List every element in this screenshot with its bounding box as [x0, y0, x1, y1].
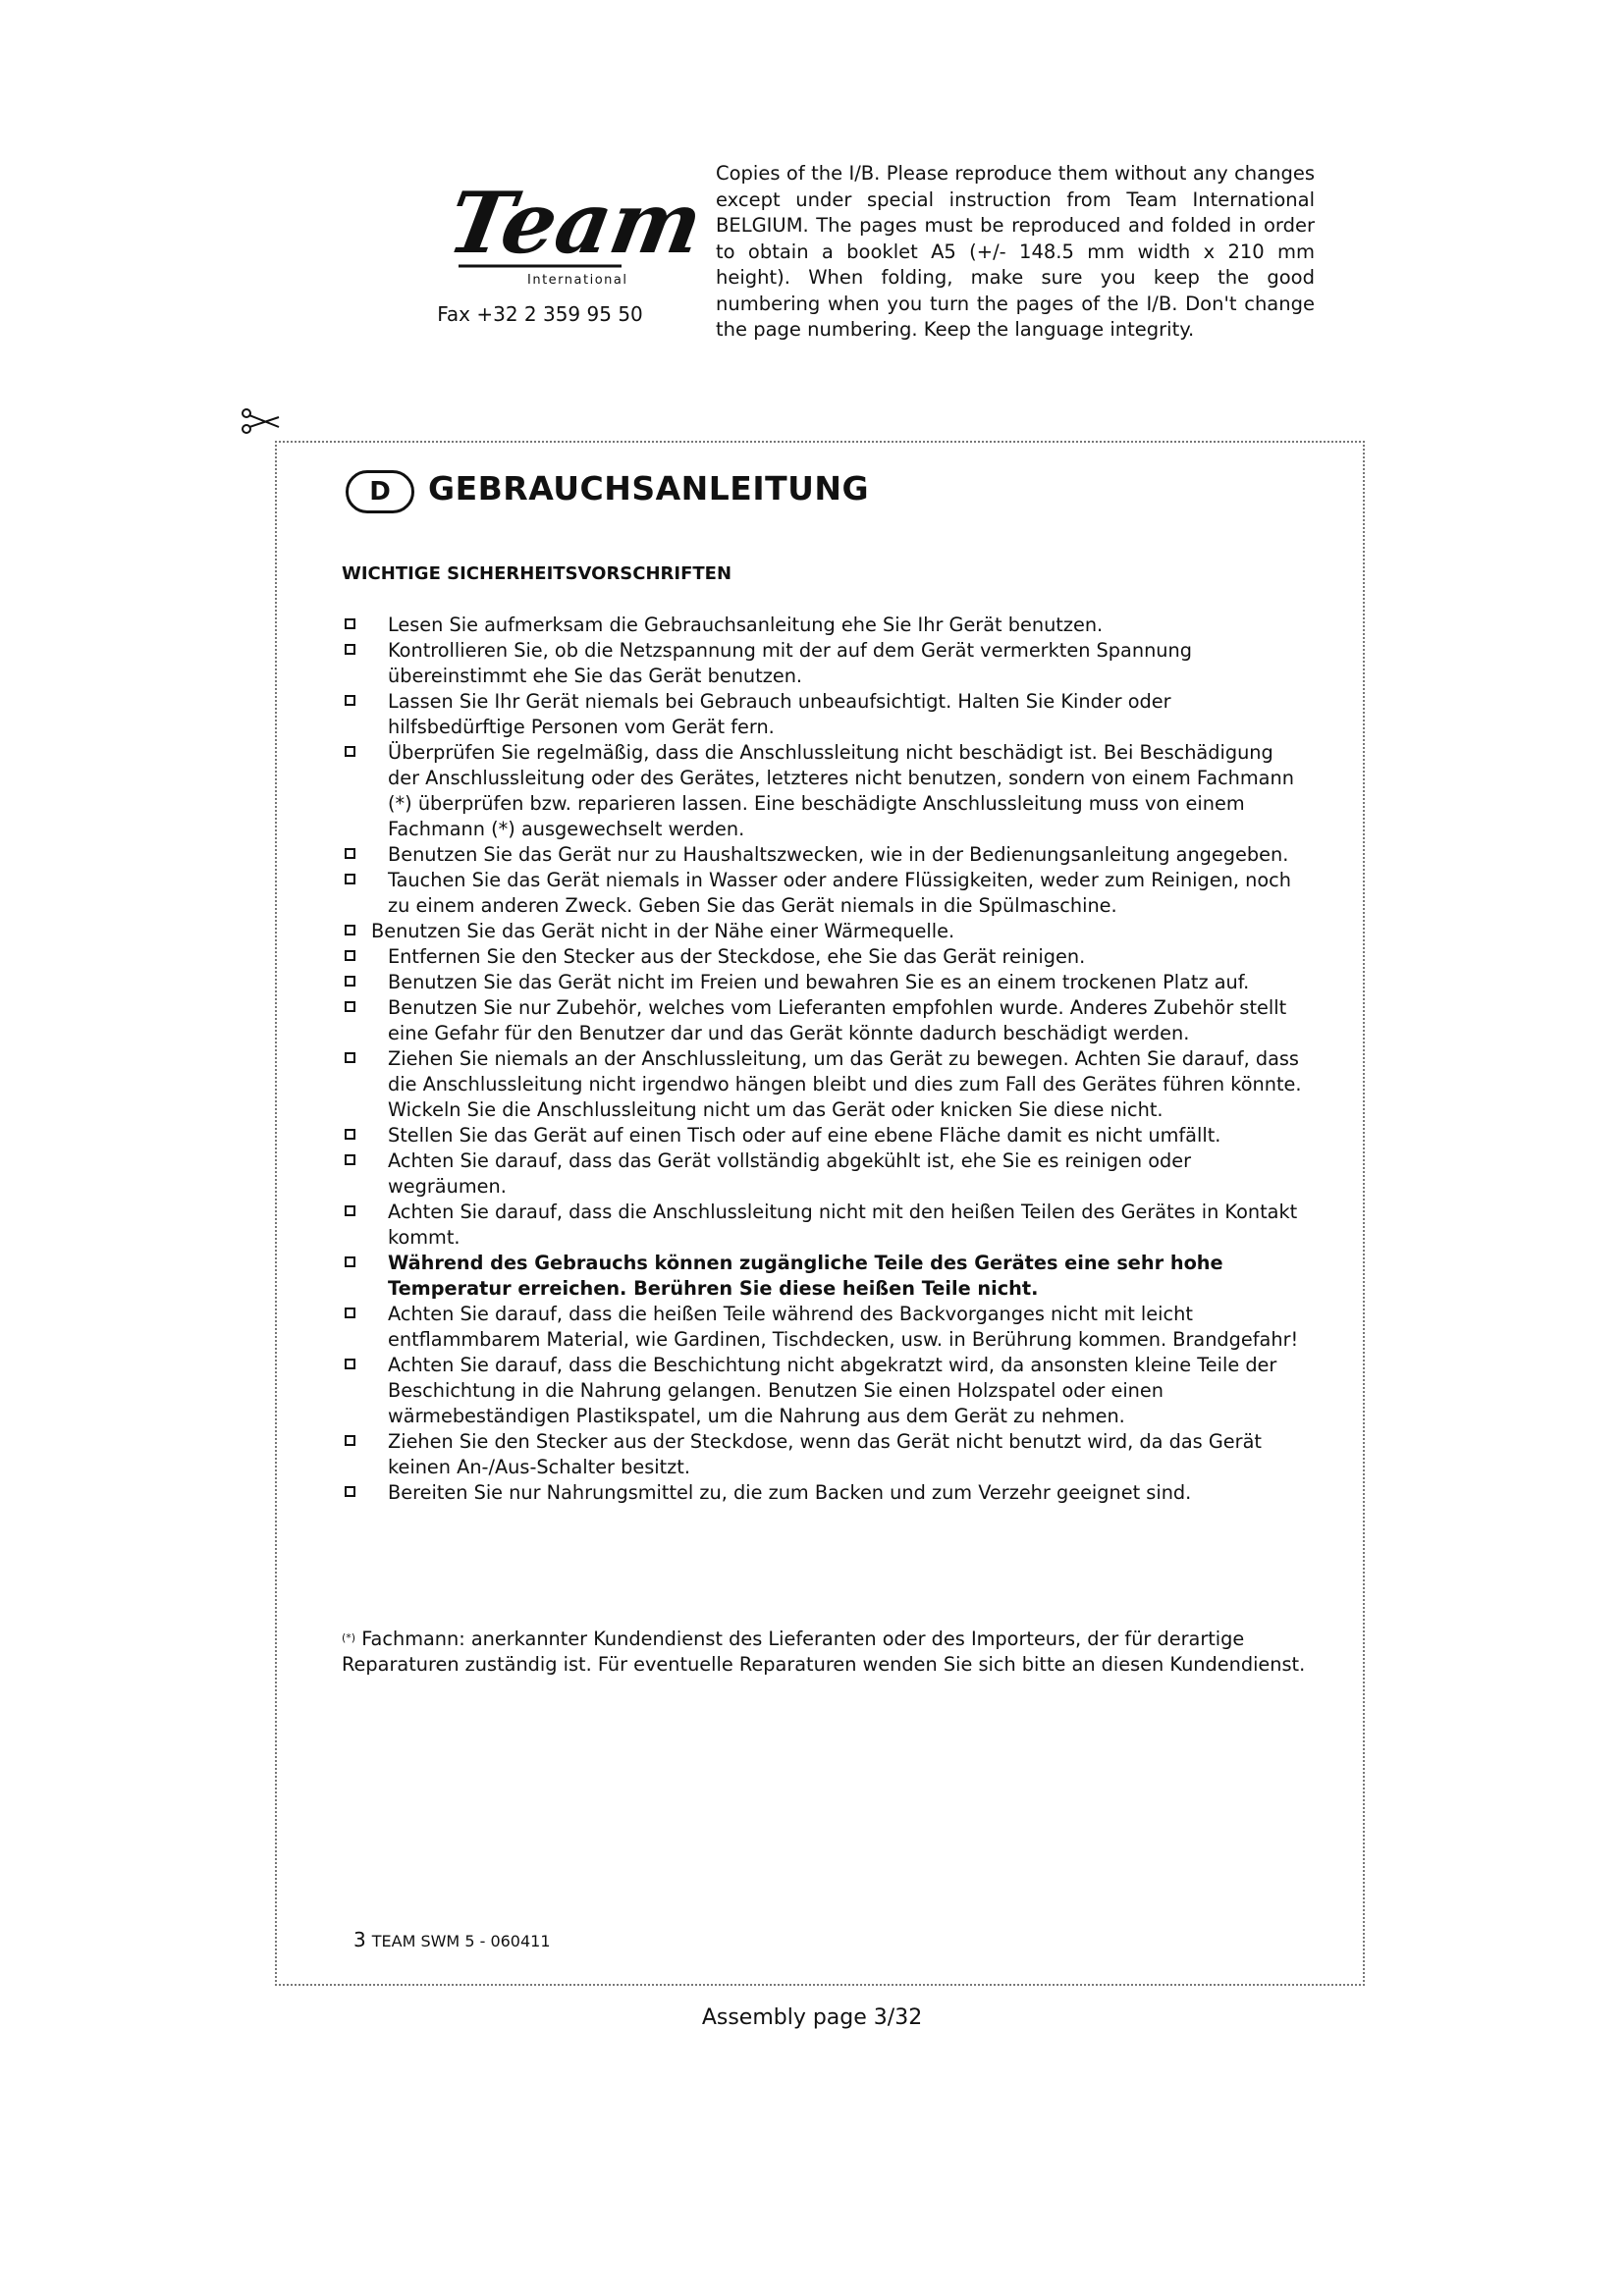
- safety-rules-list: [342, 613, 1309, 1506]
- list-item: [342, 1046, 1309, 1123]
- checkbox-square-icon: [345, 1001, 355, 1012]
- model-code: TEAM SWM 5 - 060411: [371, 1932, 551, 1950]
- copies-instructions: Copies of the I/B. Please reproduce them without any changes except under special instruction from Team International BELGIUM. The pages must be reproduced and folded in order to obtain a booklet A5 (+/- 148.5 mm width x 210 mm height). When folding, make sure you keep the good numbering when you turn the pages of the I/B. Don't change the page numbering. Keep the language integrity.: [716, 162, 1315, 341]
- checkbox-square-icon: [345, 925, 355, 935]
- rule-text: Tauchen Sie das Gerät niemals in Wasser oder andere Flüssigkeiten, weder zum Reinigen, noch zu einem anderen Zweck. Geben Sie das Gerät niemals in die Spülmaschine.: [388, 869, 1291, 917]
- rule-text: Benutzen Sie nur Zubehör, welches vom Lieferanten empfohlen wurde. Anderes Zubehör stellt eine Gefahr für den Benutzer dar und das Gerät könnte dadurch beschädigt werden.: [388, 996, 1287, 1044]
- rule-text: Ziehen Sie niemals an der Anschlussleitung, um das Gerät zu bewegen. Achten Sie darauf, dass die Anschlussleitung nicht irgendwo hängen bleibt und dies zum Fall des Gerätes führen könnte. Wickeln Sie die Anschlussleitung nicht um das Gerät oder knicken Sie diese nicht.: [388, 1047, 1302, 1121]
- list-item: [342, 638, 1309, 689]
- rule-text: Bereiten Sie nur Nahrungsmittel zu, die zum Backen und zum Verzehr geeignet sind.: [388, 1481, 1192, 1504]
- rule-text: Lassen Sie Ihr Gerät niemals bei Gebrauch unbeaufsichtigt. Halten Sie Kinder oder hilfsbedürftige Personen vom Gerät fern.: [388, 690, 1171, 738]
- list-item: [342, 1480, 1309, 1506]
- list-item: [342, 970, 1309, 995]
- assembly-page-label: Assembly page 3/32: [701, 2005, 923, 2030]
- rule-text: Achten Sie darauf, dass die Anschlussleitung nicht mit den heißen Teilen des Gerätes in Kontakt kommt.: [388, 1201, 1298, 1249]
- rule-text: Benutzen Sie das Gerät nur zu Haushaltszwecken, wie in der Bedienungsanleitung angegeben.: [388, 843, 1289, 866]
- rule-text: Überprüfen Sie regelmäßig, dass die Anschlussleitung nicht beschädigt ist. Bei Beschädigung der Anschlussleitung oder des Gerätes, letzteres nicht benutzen, sondern von einem Fachmann (*) überprüfen bzw. reparieren lassen. Eine beschädigte Anschlussleitung muss von einem Fachmann (*) ausgewechselt werden.: [388, 741, 1294, 840]
- team-logo-icon: [441, 162, 710, 290]
- list-item: [342, 868, 1309, 919]
- checkbox-square-icon: [345, 695, 355, 706]
- checkbox-square-icon: [345, 644, 355, 655]
- rule-text: Achten Sie darauf, dass die heißen Teile während des Backvorganges nicht mit leicht entflammbarem Material, wie Gardinen, Tischdecken, usw. in Berührung kommen. Brandgefahr!: [388, 1303, 1299, 1351]
- list-item: [342, 1148, 1309, 1200]
- checkbox-square-icon: [345, 1359, 355, 1369]
- rule-text: Während des Gebrauchs können zugängliche Teile des Gerätes eine sehr hohe Temperatur erreichen. Berühren Sie diese heißen Teile nicht.: [388, 1252, 1223, 1300]
- page-number: 3: [353, 1928, 366, 1951]
- logo-word: Team: [441, 174, 710, 273]
- rule-text: Entfernen Sie den Stecker aus der Steckdose, ehe Sie das Gerät reinigen.: [388, 945, 1086, 968]
- scissors-icon: [240, 407, 281, 437]
- list-item-warning: [342, 1251, 1309, 1302]
- fax-number: Fax +32 2 359 95 50: [437, 302, 643, 326]
- checkbox-square-icon: [345, 874, 355, 884]
- checkbox-square-icon: [345, 848, 355, 859]
- list-item: [342, 842, 1309, 868]
- footnote-text: Fachmann: anerkannter Kundendienst des Lieferanten oder des Importeurs, der für derartige Reparaturen zuständig ist. Für eventuelle Reparaturen wenden Sie sich bitte an diesen Kundendienst.: [342, 1628, 1306, 1676]
- logo-subtitle: International: [527, 273, 628, 288]
- checkbox-square-icon: [345, 1435, 355, 1446]
- list-item: [342, 944, 1309, 970]
- list-item: [342, 613, 1309, 638]
- checkbox-square-icon: [345, 1052, 355, 1063]
- list-item: [342, 1302, 1309, 1353]
- checkbox-square-icon: [345, 746, 355, 757]
- rule-text: Ziehen Sie den Stecker aus der Steckdose, wenn das Gerät nicht benutzt wird, da das Gerät keinen An-/Aus-Schalter besitzt.: [388, 1430, 1262, 1478]
- language-badge: D: [346, 470, 414, 513]
- list-item: [342, 740, 1309, 842]
- rule-text: Benutzen Sie das Gerät nicht in der Nähe einer Wärmequelle.: [371, 920, 955, 942]
- list-item: [342, 689, 1309, 740]
- checkbox-square-icon: [345, 1129, 355, 1140]
- list-item: [342, 1123, 1309, 1148]
- page-title: GEBRAUCHSANLEITUNG: [428, 469, 870, 507]
- checkbox-square-icon: [345, 618, 355, 629]
- list-item: [342, 1353, 1309, 1429]
- list-item: [342, 919, 1309, 944]
- page-footer: [353, 1928, 551, 1951]
- rule-text: Kontrollieren Sie, ob die Netzspannung mit der auf dem Gerät vermerkten Spannung übereinstimmt ehe Sie das Gerät benutzen.: [388, 639, 1192, 687]
- rule-text: Benutzen Sie das Gerät nicht im Freien und bewahren Sie es an einem trockenen Platz auf.: [388, 971, 1250, 993]
- list-item: [342, 1200, 1309, 1251]
- checkbox-square-icon: [345, 1205, 355, 1216]
- checkbox-square-icon: [345, 1486, 355, 1497]
- list-item: [342, 1429, 1309, 1480]
- footnote: [342, 1626, 1309, 1678]
- checkbox-square-icon: [345, 976, 355, 987]
- rule-text: Lesen Sie aufmerksam die Gebrauchsanleitung ehe Sie Ihr Gerät benutzen.: [388, 614, 1104, 636]
- rule-text: Achten Sie darauf, dass die Beschichtung nicht abgekratzt wird, da ansonsten kleine Teile der Beschichtung in die Nahrung gelangen. Benutzen Sie einen Holzspatel oder einen wärmebeständigen Plastikspatel, um die Nahrung aus dem Gerät zu nehmen.: [388, 1354, 1277, 1427]
- checkbox-square-icon: [345, 950, 355, 961]
- section-title: WICHTIGE SICHERHEITSVORSCHRIFTEN: [342, 563, 732, 584]
- rule-text: Achten Sie darauf, dass das Gerät vollständig abgekühlt ist, ehe Sie es reinigen oder wegräumen.: [388, 1149, 1192, 1198]
- list-item: [342, 995, 1309, 1046]
- checkbox-square-icon: [345, 1256, 355, 1267]
- checkbox-square-icon: [345, 1308, 355, 1318]
- rule-text: Stellen Sie das Gerät auf einen Tisch oder auf eine ebene Fläche damit es nicht umfällt.: [388, 1124, 1221, 1147]
- footnote-mark: (*): [342, 1631, 356, 1644]
- checkbox-square-icon: [345, 1154, 355, 1165]
